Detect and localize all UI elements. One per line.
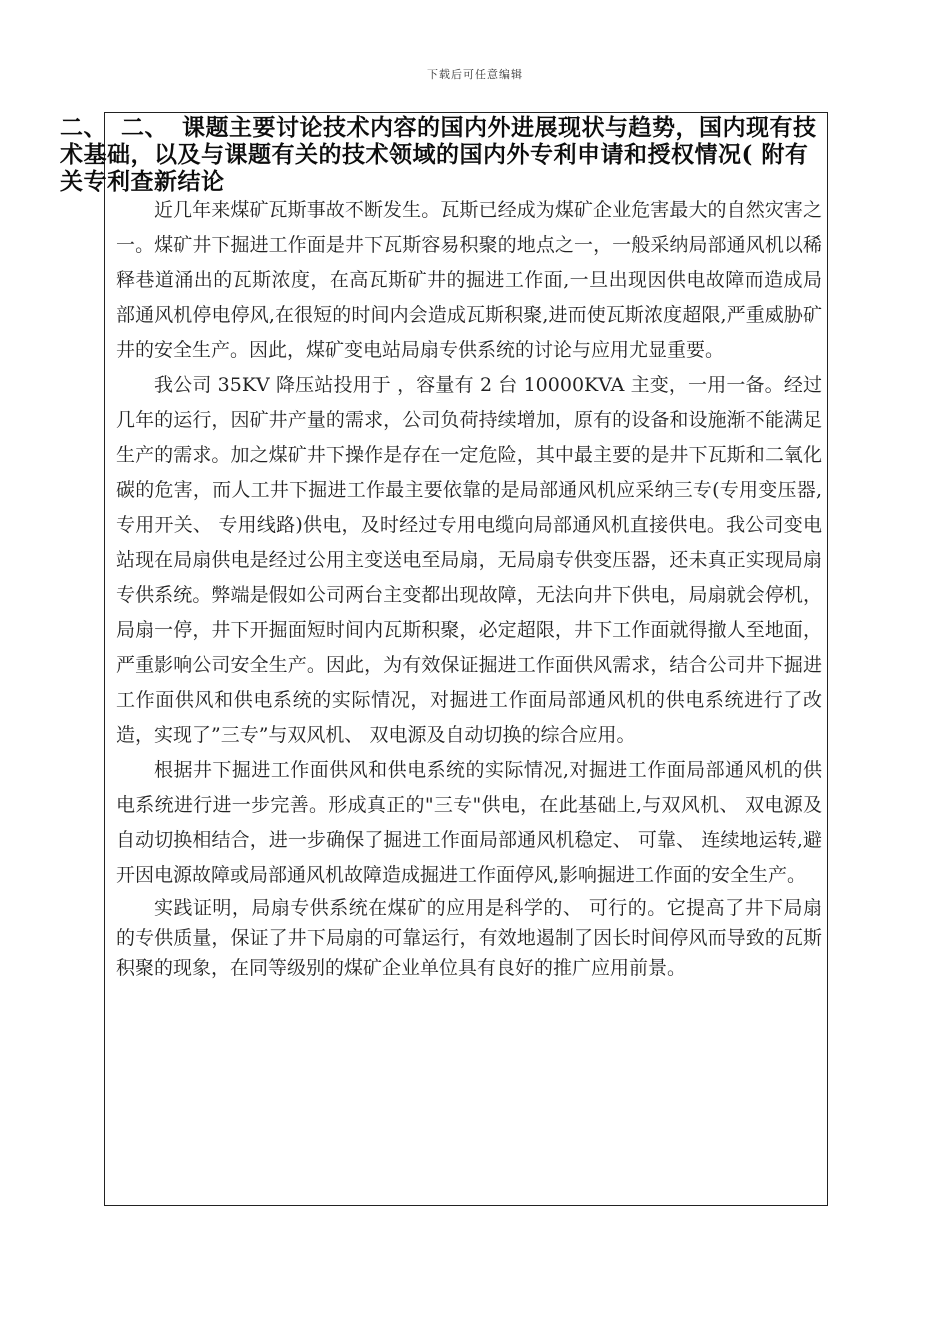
paragraph-3: 根据井下掘进工作面供风和供电系统的实际情况,对掘进工作面局部通风机的供电系统进行进一步完善。形成真正的"三专"供电，在此基础上,与双风机、 双电源及自动切换相结合，进一步确保了掘进工作面局部通风机稳定、 可靠、 连续地运转,避开因电源故障或局部通风机故障造成掘进工作面停风,影响掘进工作面的安全生产。 — [116, 759, 822, 886]
page-header-note: 下载后可任意编辑 — [427, 68, 523, 81]
body-text — [116, 193, 822, 983]
section-heading — [60, 114, 826, 195]
paragraph-4: 实践证明，局扇专供系统在煤矿的应用是科学的、 可行的。它提高了井下局扇的专供质量，保证了井下局扇的可靠运行，有效地遏制了因长时间停风而导致的瓦斯积聚的现象，在同等级别的煤矿企业单位具有良好的推广应用前景。 — [116, 897, 822, 979]
section-number-a: 二、 — [60, 114, 107, 141]
paragraph-2: 我公司 35KV 降压站投用于 ，容量有 2 台 10000KVA 主变，一用一备。经过几年的运行，因矿井产量的需求，公司负荷持续增加，原有的设备和设施渐不能满足生产的需求。加之煤矿井下操作是存在一定危险，其中最主要的是井下瓦斯和二氧化碳的危害，而人工井下掘进工作最主要依靠的是局部通风机应采纳三专(专用变压器,专用开关、 专用线路)供电，及时经过专用电缆向局部通风机直接供电。我公司变电站现在局扇供电是经过公用主变送电至局扇，无局扇专供变压器，还未真正实现局扇专供系统。弊端是假如公司两台主变都出现故障，无法向井下供电，局扇就会停机，局扇一停，井下开掘面短时间内瓦斯积聚，必定超限，井下工作面就得撤人至地面，严重影响公司安全生产。因此，为有效保证掘进工作面供风需求，结合公司井下掘进工作面供风和供电系统的实际情况，对掘进工作面局部通风机的供电系统进行了改造，实现了”三专”与双风机、 双电源及自动切换的综合应用。 — [116, 374, 822, 746]
paragraph-1: 近几年来煤矿瓦斯事故不断发生。瓦斯已经成为煤矿企业危害最大的自然灾害之一。煤矿井下掘进工作面是井下瓦斯容易积聚的地点之一，一般采纳局部通风机以稀释巷道涌出的瓦斯浓度，在高瓦斯矿井的掘进工作面,一旦出现因供电故障而造成局部通风机停电停风,在很短的时间内会造成瓦斯积聚,进而使瓦斯浓度超限,严重威胁矿井的安全生产。因此，煤矿变电站局扇专供系统的讨论与应用尤显重要。 — [116, 199, 822, 361]
section-title: 课题主要讨论技术内容的国内外进展现状与趋势，国内现有技术基础，以及与课题有关的技术领域的国内外专利申请和授权情况( 附有关专利查新结论 — [60, 114, 817, 195]
section-number-b: 二、 — [121, 114, 168, 141]
